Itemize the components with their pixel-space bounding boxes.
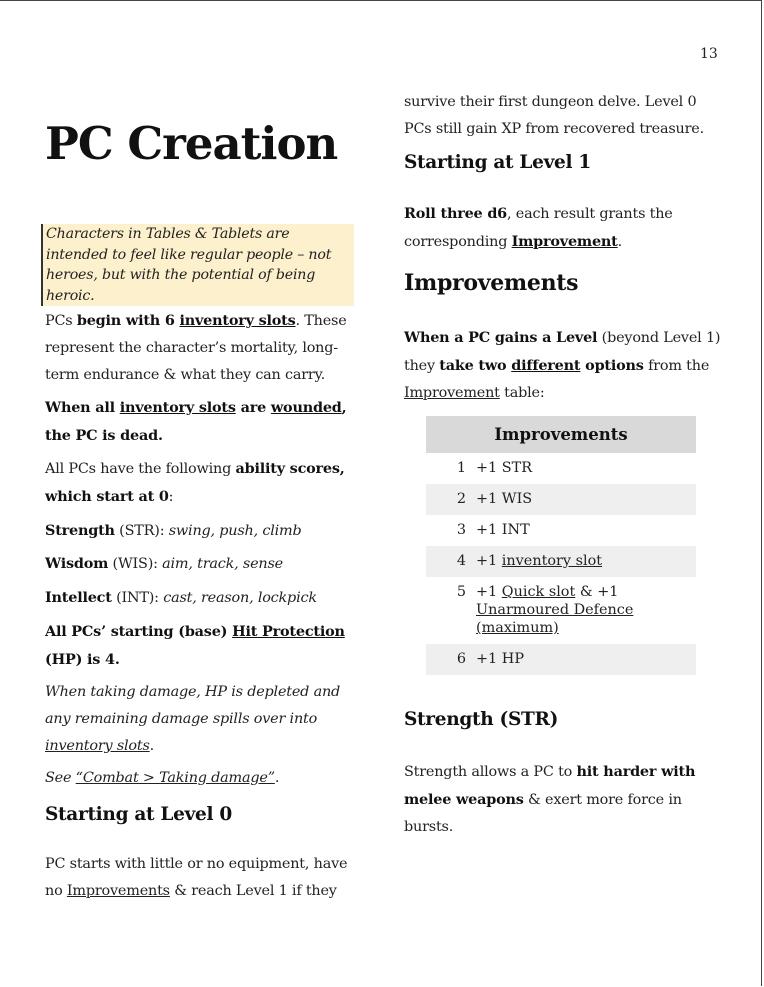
- inventory-slots-link[interactable]: inventory slots: [45, 738, 150, 754]
- inventory-paragraph: PCs begin with 6 inventory slots. These represent the character’s mortality, long-term endurance & what they can carry.: [45, 312, 347, 383]
- unarmoured-defence-link[interactable]: Unarmoured Defence (maximum): [476, 602, 634, 636]
- hit-protection-link[interactable]: Hit Protection: [232, 623, 345, 640]
- level-0-continuation: survive their first dungeon delve. Level 0 PCs still gain XP from recovered treasure.: [404, 94, 704, 137]
- page-number: 13: [700, 46, 718, 62]
- intro-callout: Characters in Tables & Tablets are intended to feel like regular people – not heroes, but with the potential of being heroic.: [41, 224, 354, 306]
- improvement-table-link[interactable]: Improvement: [404, 385, 500, 401]
- inventory-slots-link[interactable]: inventory slots: [119, 399, 236, 416]
- improvements-link[interactable]: Improvements: [66, 883, 170, 899]
- combat-taking-damage-link[interactable]: “Combat > Taking damage”: [75, 770, 275, 786]
- heading-improvements: Improvements: [404, 270, 579, 296]
- right-column: [404, 89, 722, 841]
- table-row: 2 +1 WIS: [426, 484, 696, 515]
- level-gain-paragraph: When a PC gains a Level (beyond Level 1) they take two different options from the Improvement table:: [404, 329, 721, 401]
- level-1-paragraph: Roll three d6, each result grants the corresponding Improvement.: [404, 205, 673, 250]
- ability-scores-paragraph: All PCs have the following ability scores, which start at 0:: [45, 460, 345, 505]
- table-row: 3 +1 INT: [456, 522, 530, 538]
- quick-slot-link[interactable]: Quick slot: [501, 584, 576, 600]
- table-row: 6 +1 HP: [426, 644, 696, 675]
- combat-reference: See “Combat > Taking damage”.: [45, 770, 280, 786]
- heading-starting-level-1: Starting at Level 1: [404, 152, 591, 173]
- level-0-paragraph: PC starts with little or no equipment, have no Improvements & reach Level 1 if they: [45, 856, 348, 899]
- heading-starting-level-0: Starting at Level 0: [45, 804, 232, 825]
- damage-note: When taking damage, HP is depleted and any remaining damage spills over into inventory slots.: [45, 684, 341, 754]
- table-row: 5 +1 Quick slot & +1 Unarmoured Defence (maximum): [456, 584, 634, 636]
- inventory-slot-link[interactable]: inventory slot: [501, 553, 603, 569]
- inventory-slots-link[interactable]: inventory slots: [179, 312, 296, 329]
- page-title: PC Creation: [45, 117, 338, 170]
- table-row: 4 +1 inventory slot: [426, 546, 696, 577]
- improvement-link[interactable]: Improvement: [511, 233, 618, 250]
- hp-rule: All PCs’ starting (base) Hit Protection (HP) is 4.: [45, 623, 345, 668]
- left-column: [45, 113, 360, 905]
- wounded-link[interactable]: wounded: [270, 399, 342, 416]
- table-header: Improvements: [426, 416, 696, 453]
- ability-strength: Strength (STR): swing, push, climb: [45, 522, 302, 539]
- death-rule: When all inventory slots are wounded, the PC is dead.: [45, 399, 347, 444]
- strength-paragraph: Strength allows a PC to hit harder with melee weapons & exert more force in bursts.: [404, 763, 696, 835]
- ability-wisdom: Wisdom (WIS): aim, track, sense: [45, 555, 283, 572]
- improvements-table: [426, 416, 696, 675]
- ability-intellect: Intellect (INT): cast, reason, lockpick: [45, 589, 317, 606]
- table-row: 1 +1 STR: [456, 460, 533, 476]
- heading-strength: Strength (STR): [404, 709, 559, 730]
